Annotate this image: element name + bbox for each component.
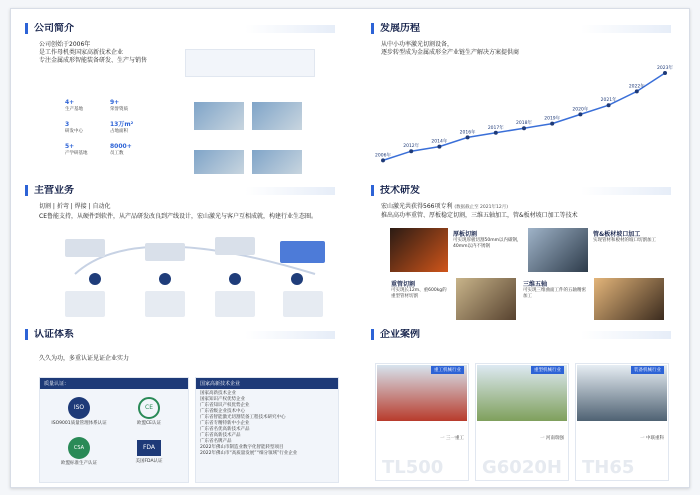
history-year-label: 2022年 (628, 84, 645, 90)
badge-grid (40, 389, 188, 475)
stat: 4+ 生产基地 (65, 99, 83, 112)
history-intro: 从中小功率激光切割设备， 逐步转型成为金属成形全产业链生产解决方案提供商 (381, 41, 520, 56)
honor-item: 广东省知识产权优势企业 (200, 403, 250, 408)
intro-line: 专注金属成形智能装备研发、生产与销售 (39, 57, 148, 64)
honors-list (196, 389, 338, 459)
csa-badge: CSA 欧盟标准生产认证 (44, 437, 114, 467)
honor-item: 2022年佛山市“高质量发展”“细分领域”行业企业 (200, 451, 298, 456)
honor-item: 国家知识产权优势企业 (200, 397, 245, 402)
history-point (578, 112, 582, 116)
decor-strip (581, 187, 671, 195)
brochure-page (10, 8, 690, 488)
business-line2: CE鲁能支持，从硬件到软件，从产品研发改良到产线设计，宏山激光与客户互相成就，构建行业生态圈。 (39, 213, 317, 220)
case-list (375, 363, 669, 481)
history-year-label: 2020年 (572, 107, 589, 113)
case-watermark: TH65 (582, 457, 635, 478)
case-tag: 重型机械行业 (531, 366, 564, 374)
intro-line: 是工作母机类国家高新技术企业 (39, 49, 124, 56)
case-watermark: G6020H (482, 457, 562, 478)
history-year-label: 2019年 (544, 116, 561, 122)
history-point (466, 135, 470, 139)
stat: 8000+ 员工数 (110, 143, 132, 156)
node-icon (291, 273, 303, 285)
company-desc-box (185, 49, 315, 77)
history-year-label: 2012年 (403, 144, 420, 150)
case-card (375, 363, 469, 481)
tech-section (371, 185, 681, 325)
case-card (475, 363, 569, 481)
stat: 9+ 荣誉资质 (110, 99, 128, 112)
intro-line: 公司创始于2006年 (39, 41, 91, 48)
tech-card: 三维五轴 可实现三维曲面工件的五轴精密加工 (523, 281, 586, 299)
history-point (550, 122, 554, 126)
cases-title: 企业案例 (371, 329, 681, 340)
tech-photo (389, 227, 449, 273)
ce-icon: CE (138, 397, 160, 419)
history-chart (371, 63, 681, 181)
stat: 3 研发中心 (65, 121, 83, 134)
history-year-label: 2006年 (375, 153, 391, 159)
honor-item: 广东省专精特新中小企业 (200, 421, 250, 426)
cert-line1: 久久为功，多重认证见证企业实力 (39, 355, 130, 362)
company-stats (65, 99, 155, 157)
honor-item: 国家高新技术企业 (200, 391, 236, 396)
fda-badge: FDA 美国FDA认证 (114, 437, 184, 467)
history-line (383, 73, 665, 160)
tech-line1: 宏山激光共获得566项专利 (数据截止至 2021年12月) (381, 203, 508, 210)
decor-strip (245, 187, 335, 195)
honors-box (195, 377, 339, 483)
factory-photo (251, 149, 303, 175)
case-caption: 一 中联重科 (640, 436, 664, 441)
tech-card: 厚板切割 可实现厚板切割50mm以内碳钢，40mm以内不锈钢 (453, 231, 522, 249)
tech-line2: 推出高功率重管、厚板稳定切割，三维五轴加工，管&板材坡口加工等技术 (381, 212, 578, 219)
company-title: 公司简介 (25, 23, 345, 34)
fda-icon: FDA (137, 440, 161, 456)
case-card (575, 363, 669, 481)
node-icon (159, 273, 171, 285)
history-title: 发展历程 (371, 23, 681, 34)
history-point (607, 103, 611, 107)
honor-item: 广东省智能激光切割装备工程技术研究中心 (200, 415, 286, 420)
quality-cert-header: 质量认证： (40, 378, 188, 389)
tech-card: 管&板材坡口加工 实现管材和板材的坡口切割加工 (593, 231, 656, 243)
case-caption: 一 三一重工 (440, 436, 464, 441)
tech-photo (593, 277, 665, 321)
business-section (25, 185, 345, 325)
business-title: 主营业务 (25, 185, 345, 196)
stat: 5+ 产学研基地 (65, 143, 88, 156)
history-point (409, 149, 413, 153)
business-diagram (35, 229, 335, 323)
tech-photo (455, 277, 517, 321)
honor-item: 广东省名牌产品 (200, 439, 232, 444)
ce-badge: CE 欧盟CE认证 (114, 397, 184, 427)
iso-badge: ISO ISO9001质量管理体系认证 (44, 397, 114, 427)
history-point (381, 158, 385, 162)
node-icon (89, 273, 101, 285)
case-tag: 装备机械行业 (631, 366, 664, 374)
history-year-label: 2017年 (487, 125, 504, 131)
quality-cert-box (39, 377, 189, 483)
tech-photo (527, 227, 589, 273)
history-point (522, 126, 526, 130)
decor-strip (245, 331, 335, 339)
iso-icon: ISO (68, 397, 90, 419)
decor-strip (581, 25, 671, 33)
factory-photo (193, 101, 245, 131)
honor-item: 2022年佛山市制造业数字化智能转型项目 (200, 445, 284, 450)
history-year-label: 2021年 (600, 98, 617, 104)
honor-item: 广东省级企业技术中心 (200, 409, 245, 414)
honor-item: 广东省名优高新技术产品 (200, 427, 250, 432)
history-point (663, 71, 667, 75)
business-line1: 切割 | 折弯 | 焊接 | 自动化 (39, 203, 111, 210)
tech-card: 重管切割 可实现长12m、重600kg的重型管材切割 (391, 281, 447, 299)
case-caption: 一 河南瑞强 (540, 436, 564, 441)
honor-item: 广东省高新技术产品 (200, 433, 241, 438)
decor-strip (581, 331, 671, 339)
history-year-label: 2023年 (657, 66, 673, 71)
history-point (494, 131, 498, 135)
history-point (635, 89, 639, 93)
history-year-label: 2014年 (431, 139, 448, 145)
case-tag: 重工机械行业 (431, 366, 464, 374)
cert-section (25, 329, 345, 489)
history-section (371, 23, 681, 181)
cert-title: 认证体系 (25, 329, 345, 340)
history-year-label: 2016年 (459, 130, 476, 136)
factory-photo (251, 101, 303, 131)
tech-title: 技术研发 (371, 185, 681, 196)
stat: 13万m² 占地面积 (110, 121, 134, 134)
company-section (25, 23, 345, 181)
cases-section (371, 329, 681, 489)
history-year-label: 2018年 (516, 121, 532, 127)
factory-photo (193, 149, 245, 175)
csa-icon: CSA (68, 437, 90, 459)
decor-strip (245, 25, 335, 33)
honors-header: 国家高新技术企业 (196, 378, 338, 389)
company-intro (39, 41, 147, 65)
case-watermark: TL500 (382, 457, 444, 478)
history-point (437, 145, 441, 149)
node-icon (229, 273, 241, 285)
